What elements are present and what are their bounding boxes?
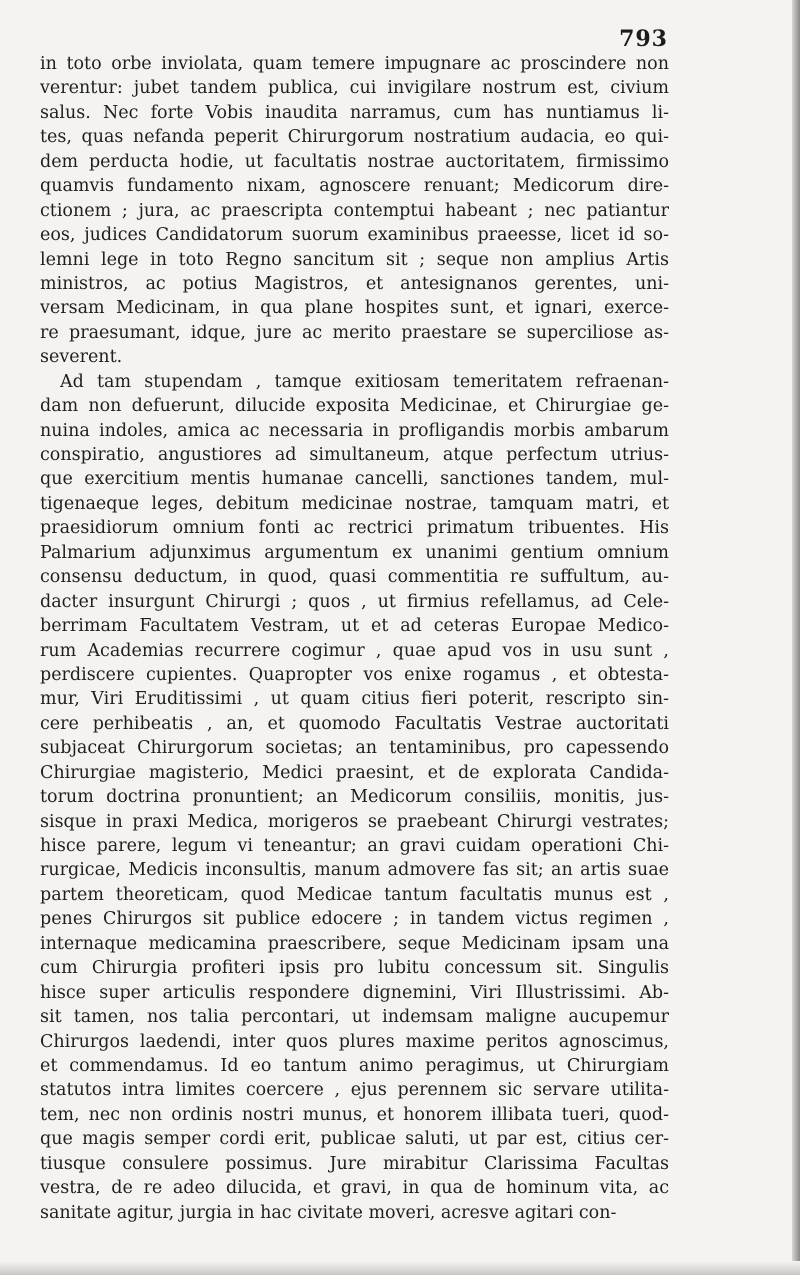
text-line: internaque medicamina praescribere, seque Medicinam ipsam una bbox=[40, 933, 669, 954]
text-line: cere perhibeatis , an, et quomodo Facultatis Vestrae auctoritati bbox=[40, 713, 669, 734]
text-line: sanitate agitur, jurgia in hac civitate moveri, acresve agitari con- bbox=[40, 1202, 617, 1223]
text-line: Chirurgos laedendi, inter quos plures maxime peritos agnoscimus, bbox=[40, 1031, 669, 1052]
text-line: consensu deductum, in quod, quasi commentitia re suffultum, au- bbox=[40, 567, 669, 588]
text-line: quamvis fundamento nixam, agnoscere renuant; Medicorum dire- bbox=[40, 176, 669, 197]
body-text bbox=[40, 52, 669, 1225]
text-line: penes Chirurgos sit publice edocere ; in tandem victus regimen , bbox=[40, 909, 669, 930]
text-line: hisce super articulis respondere dignemini, Viri Illustrissimi. Ab- bbox=[40, 982, 669, 1003]
text-line: partem theoreticam, quod Medicae tantum facultatis munus est , bbox=[40, 884, 669, 905]
text-line: perdiscere cupientes. Quapropter vos enixe rogamus , et obtesta- bbox=[40, 664, 669, 685]
text-line: statutos intra limites coercere , ejus perennem sic servare utilita- bbox=[40, 1080, 669, 1101]
text-line: dem perducta hodie, ut facultatis nostrae auctoritatem, firmissimo bbox=[40, 151, 669, 172]
text-line: re praesumant, idque, jure ac merito praestare se superciliose as- bbox=[40, 322, 669, 343]
text-line: severent. bbox=[40, 347, 123, 368]
text-line: tiusque consulere possimus. Jure mirabitur Clarissima Facultas bbox=[40, 1153, 669, 1174]
text-line: verentur: jubet tandem publica, cui invigilare nostrum est, civium bbox=[40, 78, 669, 99]
text-line: rum Academias recurrere cogimur , quae apud vos in usu sunt , bbox=[40, 640, 669, 661]
text-line: eos, judices Candidatorum suorum examinibus praeesse, licet id so- bbox=[40, 225, 669, 246]
text-line: que exercitium mentis humanae cancelli, sanctiones tandem, mul- bbox=[40, 469, 669, 490]
text-line: sit tamen, nos talia percontari, ut indemsam maligne aucupemur bbox=[40, 1007, 669, 1028]
text-line: subjaceat Chirurgorum societas; an tentaminibus, pro capessendo bbox=[40, 738, 669, 759]
text-line: in toto orbe inviolata, quam temere impugnare ac proscindere non bbox=[40, 54, 669, 74]
text-line: vestra, de re adeo dilucida, et gravi, in qua de hominum vita, ac bbox=[40, 1178, 669, 1199]
text-line: hisce parere, legum vi teneantur; an gravi cuidam operationi Chi- bbox=[40, 836, 669, 856]
text-line: Palmarium adjunximus argumentum ex unanimi gentium omnium bbox=[40, 542, 669, 563]
text-line: salus. Nec forte Vobis inaudita narramus, cum has nuntiamus li- bbox=[40, 102, 669, 123]
text-line: dam non defuerunt, dilucide exposita Medicinae, et Chirurgiae ge- bbox=[40, 396, 669, 417]
text-line: conspiratio, angustiores ad simultaneum, atque perfectum utrius- bbox=[40, 445, 669, 465]
text-line: berrimam Facultatem Vestram, ut et ad ceteras Europae Medico- bbox=[40, 616, 669, 637]
text-line: tes, quas nefanda peperit Chirurgorum nostratium audacia, eo qui- bbox=[40, 127, 669, 148]
text-line: ctionem ; jura, ac praescripta contemptui habeant ; nec patiantur bbox=[40, 200, 669, 221]
text-line: sisque in praxi Medica, morigeros se praebeant Chirurgi vestrates; bbox=[40, 811, 669, 832]
text-line: Chirurgiae magisterio, Medici praesint, et de explorata Candida- bbox=[40, 762, 669, 783]
text-line: Ad tam stupendam , tamque exitiosam temeritatem refraenan- bbox=[60, 371, 669, 392]
text-line: cum Chirurgia profiteri ipsis pro lubitu concessum sit. Singulis bbox=[40, 958, 669, 979]
page-edge-shadow bbox=[792, 0, 800, 1275]
text-line: et commendamus. Id eo tantum animo peragimus, ut Chirurgiam bbox=[40, 1055, 669, 1076]
text-line: dacter insurgunt Chirurgi ; quos , ut firmius refellamus, ad Cele- bbox=[40, 591, 669, 612]
text-line: rurgicae, Medicis inconsultis, manum admovere fas sit; an artis suae bbox=[40, 860, 669, 881]
text-line: tigenaeque leges, debitum medicinae nostrae, tamquam matri, et bbox=[40, 493, 669, 514]
text-line: torum doctrina pronuntient; an Medicorum consiliis, monitis, jus- bbox=[40, 787, 669, 808]
text-line: tem, nec non ordinis nostri munus, et honorem illibata tueri, quod- bbox=[40, 1104, 669, 1125]
text-line: versam Medicinam, in qua plane hospites sunt, et ignari, exerce- bbox=[40, 298, 669, 319]
text-line: lemni lege in toto Regno sancitum sit ; seque non amplius Artis bbox=[40, 249, 669, 270]
page-bottom-shadow bbox=[0, 1261, 800, 1275]
text-line: praesidiorum omnium fonti ac rectrici primatum tribuentes. His bbox=[40, 518, 669, 539]
text-line: mur, Viri Eruditissimi , ut quam citius fieri poterit, rescripto sin- bbox=[40, 689, 669, 710]
text-line: que magis semper cordi erit, publicae saluti, ut par est, citius cer- bbox=[40, 1129, 669, 1150]
text-line: nuina indoles, amica ac necessaria in profligandis morbis ambarum bbox=[40, 420, 669, 441]
text-line: ministros, ac potius Magistros, et antesignanos gerentes, uni- bbox=[40, 273, 669, 294]
page-number: 793 bbox=[619, 26, 668, 52]
